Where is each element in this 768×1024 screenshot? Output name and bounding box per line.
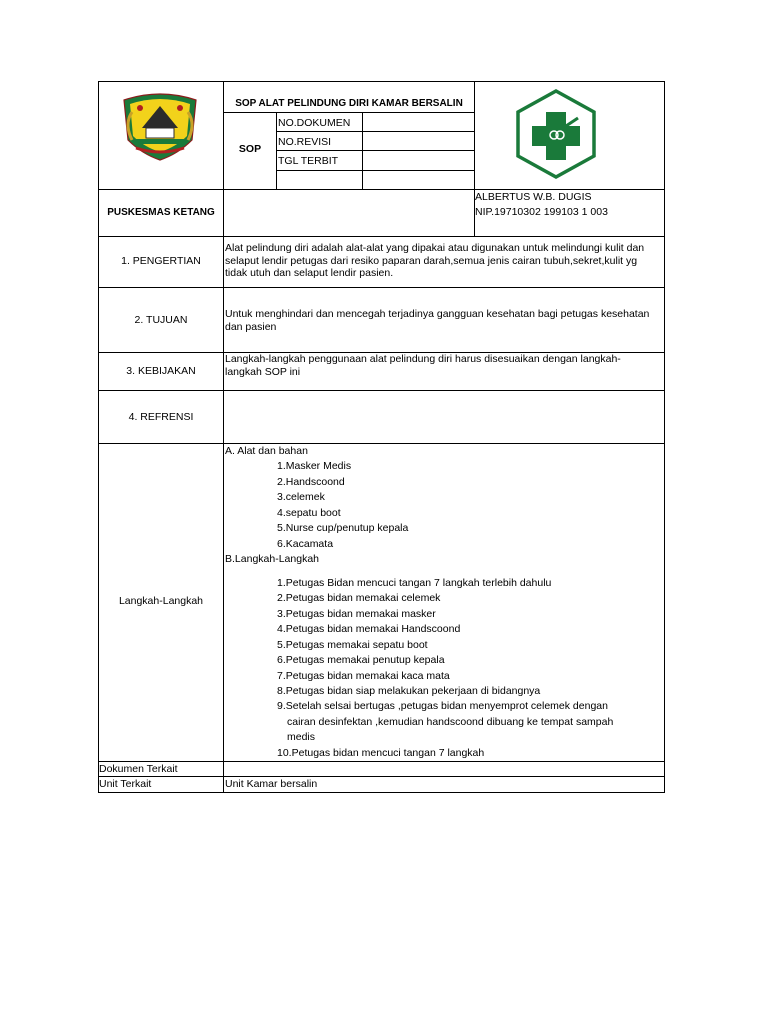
alat-item: 6.Kacamata	[277, 538, 334, 550]
alat-item: 3.celemek	[277, 491, 325, 503]
langkah-step: 9.Setelah selsai bertugas ,petugas bidan menyemprot celemek dengan	[277, 700, 608, 712]
border-field2-bottom	[276, 150, 474, 151]
langkah-step: 8.Petugas bidan siap melakukan pekerjaan di bidangnya	[277, 685, 541, 697]
pengertian-label: 1. PENGERTIAN	[121, 255, 201, 267]
langkah-step: 6.Petugas memakai penutup kepala	[277, 654, 445, 666]
tujuan-label: 2. TUJUAN	[134, 314, 188, 326]
alat-item: 5.Nurse cup/penutup kepala	[277, 522, 409, 534]
signer-name: ALBERTUS W.B. DUGIS	[475, 191, 592, 203]
pengertian-text: Alat pelindung diri adalah alat-alat yang dipakai atau digunakan untuk melindungi kulit dan selaput lendir petugas dari resiko paparan darah,semua jenis cairan tubuh,sekret,kulit yg tidak utuh dan selaput lendir pasien.	[225, 242, 645, 279]
langkah-step: 10.Petugas bidan mencuci tangan 7 langkah	[277, 747, 485, 759]
border-dokumen-bottom	[98, 776, 665, 777]
document-title: SOP ALAT PELINDUNG DIRI KAMAR BERSALIN	[235, 98, 463, 109]
langkah-step: 7.Petugas bidan memakai kaca mata	[277, 670, 450, 682]
border-bottom	[98, 792, 665, 793]
langkah-step: 3.Petugas bidan memakai masker	[277, 608, 436, 620]
referensi-label: 4. REFRENSI	[128, 411, 194, 423]
alat-heading: A. Alat dan bahan	[225, 445, 308, 457]
langkah-step: 4.Petugas bidan memakai Handscoond	[277, 623, 461, 635]
signer-nip: NIP.19710302 199103 1 003	[475, 206, 608, 218]
border-left	[98, 81, 99, 793]
border-value-column	[362, 112, 363, 190]
regency-emblem-icon	[118, 92, 202, 162]
tujuan-text: Untuk menghindari dan mencegah terjadinya gangguan kesehatan bagi petugas kesehatan dan pasien	[225, 308, 650, 333]
border-pengertian-bottom	[98, 287, 665, 288]
border-kebijakan-bottom	[98, 390, 665, 391]
puskesmas-logo-icon	[514, 88, 598, 180]
border-org-bottom	[98, 236, 665, 237]
organization-name: PUSKESMAS KETANG	[107, 207, 215, 218]
langkah-heading: B.Langkah-Langkah	[225, 553, 319, 565]
border-sop-column	[276, 112, 277, 190]
alat-item: 1.Masker Medis	[277, 460, 352, 472]
dokumen-terkait-label: Dokumen Terkait	[99, 763, 178, 775]
border-right	[664, 81, 665, 793]
border-field3-bottom	[276, 170, 474, 171]
langkah-step-continued: cairan desinfektan ,kemudian handscoond dibuang ke tempat sampah	[287, 716, 614, 728]
unit-terkait-label: Unit Terkait	[99, 778, 152, 790]
alat-item: 2.Handscoond	[277, 476, 345, 488]
kebijakan-text: Langkah-langkah penggunaan alat pelindung diri harus disesuaikan dengan langkah-langkah SOP ini	[225, 353, 621, 378]
alat-item: 4.sepatu boot	[277, 507, 341, 519]
langkah-step-continued: medis	[287, 731, 316, 743]
unit-terkait-value: Unit Kamar bersalin	[225, 778, 318, 790]
langkah-step: 5.Petugas memakai sepatu boot	[277, 639, 428, 651]
langkah-step: 2.Petugas bidan memakai celemek	[277, 592, 441, 604]
field-no-revisi-label: NO.REVISI	[278, 136, 332, 148]
border-header-bottom	[98, 189, 665, 190]
kebijakan-label: 3. KEBIJAKAN	[126, 365, 196, 377]
border-referensi-bottom	[98, 443, 665, 444]
field-tgl-terbit-label: TGL TERBIT	[278, 155, 339, 167]
field-no-dokumen-label: NO.DOKUMEN	[278, 117, 351, 129]
langkah-step: 1.Petugas Bidan mencuci tangan 7 langkah terlebih dahulu	[277, 577, 552, 589]
border-title-bottom	[223, 112, 474, 113]
border-top	[98, 81, 665, 82]
border-field1-bottom	[276, 131, 474, 132]
langkah-label: Langkah-Langkah	[118, 595, 204, 607]
sop-label: SOP	[238, 143, 262, 155]
border-langkah-bottom	[98, 761, 665, 762]
border-label-column	[223, 81, 224, 793]
